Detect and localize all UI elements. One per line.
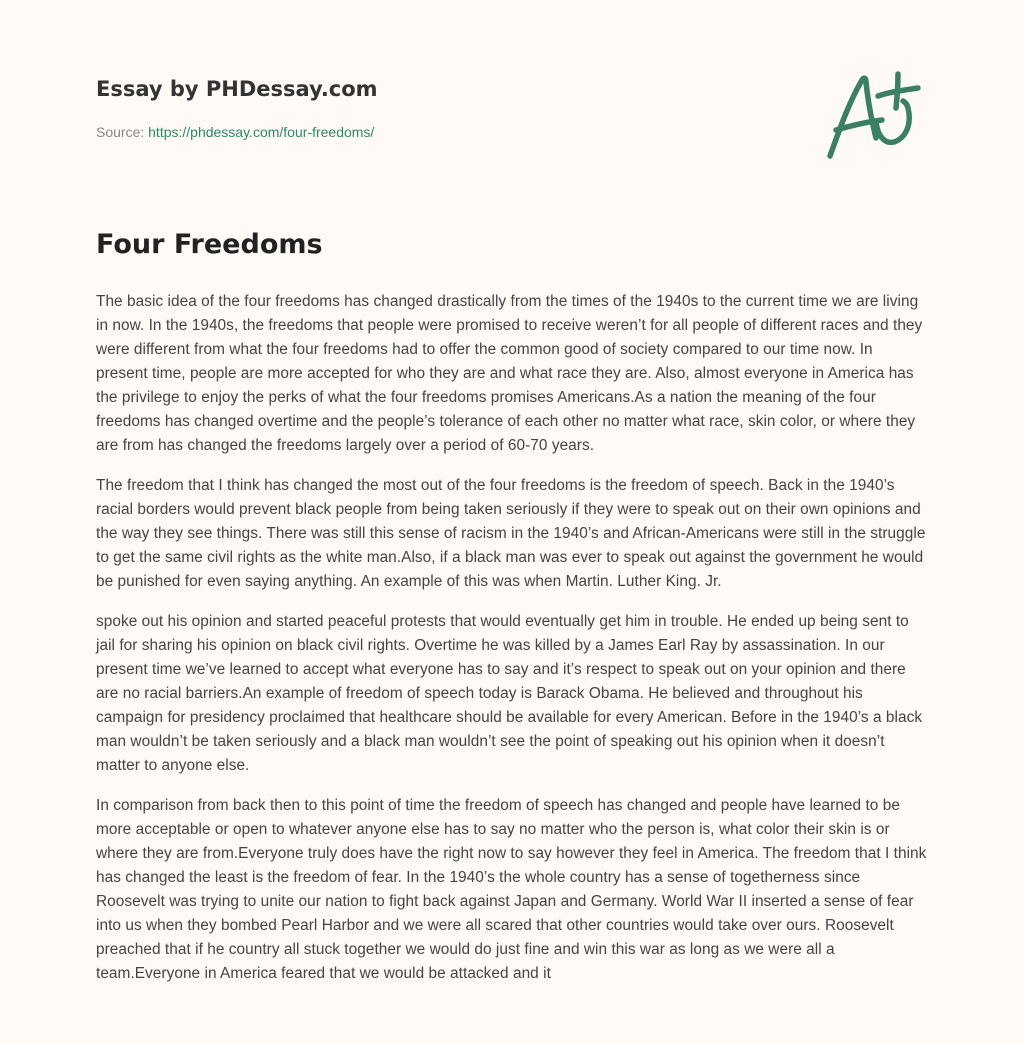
source-line — [96, 122, 936, 142]
source-link[interactable]: https://phdessay.com/four-freedoms/ — [148, 124, 375, 140]
article — [96, 226, 928, 1002]
site-title: Essay by PHDessay.com — [96, 77, 378, 101]
paragraph-1: The basic idea of the four freedoms has changed drastically from the times of the 1940s to the current time we are living in now. In the 1940s, the freedoms that people were promised to receive weren’t for all people of different races and they were different from what the four freedoms had to offer the common good of society compared to our time now. In present time, people are more accepted for who they are and what race they are. Also, almost everyone in America has the privilege to enjoy the perks of what the four freedoms promises Americans.As a nation the meaning of the four freedoms has changed overtime and the people’s tolerance of each other no matter what race, skin color, or where they are from has changed the freedoms largely over a period of 60-70 years. — [96, 293, 923, 454]
source-label: Source: — [96, 124, 149, 140]
paragraph-3: spoke out his opinion and started peaceful protests that would eventually get him in trouble. He ended up being sent to jail for sharing his opinion on black civil rights. Overtime he was killed by a James Earl Ray by assassination. In our present time we’ve learned to accept what everyone has to say and it’s respect to speak out on your opinion and there are no racial barriers.An example of freedom of speech today is Barack Obama. He believed and throughout his campaign for presidency proclaimed that healthcare should be available for every American. Before in the 1940’s a black man wouldn’t be taken seriously and a black man wouldn’t see the point of speaking out his opinion when it doesn’t matter to anyone else. — [96, 613, 923, 774]
a-plus-grade-icon — [820, 64, 930, 164]
page-title: Four Freedoms — [96, 229, 323, 260]
page-header — [96, 74, 936, 142]
paragraph-2: The freedom that I think has changed the most out of the four freedoms is the freedom of speech. Back in the 1940’s racial borders would prevent black people from being taken seriously if they were to speak out on their own opinions and the way they see things. There was still this sense of racism in the 1940’s and African-Americans were still in the struggle to get the same civil rights as the white man.Also, if a black man was ever to speak out against the government he would be punished for even saying anything. An example of this was when Martin. Luther King. Jr. — [96, 477, 926, 590]
paragraph-4: In comparison from back then to this point of time the freedom of speech has changed and people have learned to be more acceptable or open to whatever anyone else has to say no matter who the person is, what color their skin is or where they are from.Everyone truly does have the right now to say however they feel in America. The freedom that I think has changed the least is the freedom of fear. In the 1940’s the whole country has a sense of togetherness since Roosevelt was trying to unite our nation to fight back against Japan and Germany. World War II inserted a sense of fear into us when they bombed Pearl Harbor and we were all scared that other countries would take over ours. Roosevelt preached that if he country all stuck together we would do just fine and win this war as long as we were all a team.Everyone in America feared that we would be attacked and it — [96, 797, 927, 982]
